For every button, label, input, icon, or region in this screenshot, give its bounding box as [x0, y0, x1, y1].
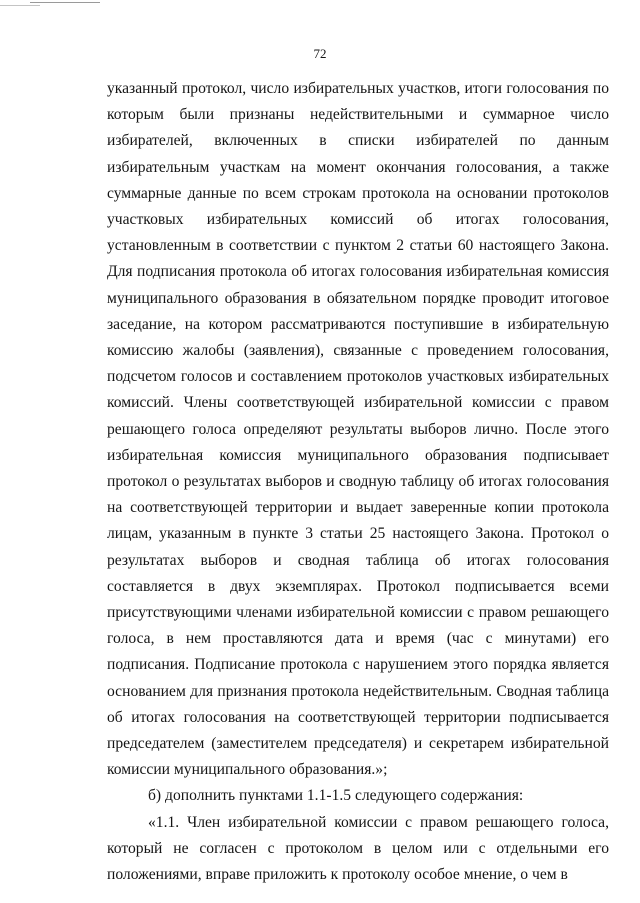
clause-paragraph: «1.1. Член избирательной комиссии с правом решающего голоса, который не согласен с протоколом в целом или с отдельными его положениями, вправе приложить к протоколу особое мнение, о чем в — [107, 813, 609, 884]
scan-artifact-line — [30, 2, 100, 3]
scan-artifact-line — [0, 5, 40, 6]
document-body — [107, 76, 609, 888]
body-paragraph: указанный протокол, число избирательных участков, итоги голосования по которым были признаны недействительными и суммарное число избирателей, включенных в списки избирателей по данным избирательным участкам на момент окончания голосования, а также суммарные данные по всем строкам протокола на основании протоколов участковых избирательных комиссий об итогах голосования, установленным в соответствии с пунктом 2 статьи 60 настоящего Закона. Для подписания протокола об итогах голосования избирательная комиссия муниципального образования в обязательном порядке проводит итоговое заседание, на котором рассматриваются поступившие в избирательную комиссию жалобы (заявления), связанные с проведением голосования, подсчетом голосов и составлением протоколов участковых избирательных комиссий. Члены соответствующей избирательной комиссии с правом решающего голоса определяют результаты выборов лично. После этого избирательная комиссия муниципального образования подписывает протокол о результатах выборов и сводную таблицу об итогах голосования на соответствующей территории и выдает заверенные копии протокола лицам, указанным в пункте 3 статьи 25 настоящего Закона. Протокол о результатах выборов и сводная таблица об итогах голосования составляется в двух экземплярах. Протокол подписывается всеми присутствующими членами избирательной комиссии с правом решающего голоса, в нем проставляются дата и время (час с минутами) его подписания. Подписание протокола с нарушением этого порядка является основанием для признания протокола недействительным. Сводная таблица об итогах голосования на соответствующей территории подписывается председателем (заместителем председателя) и секретарем избирательной комиссии муниципального образования.»; — [107, 80, 609, 779]
amendment-paragraph: б) дополнить пунктами 1.1-1.5 следующего содержания: — [148, 787, 524, 805]
page-number: 72 — [313, 46, 327, 61]
